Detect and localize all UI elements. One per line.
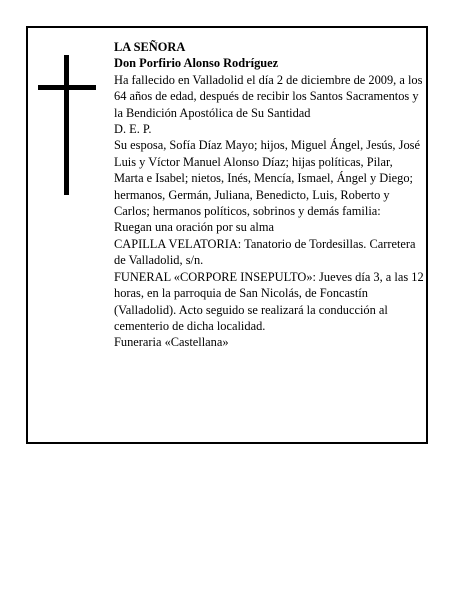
- cross-icon-bar: [38, 85, 96, 90]
- prayer-request: Ruegan una oración por su alma: [114, 220, 274, 235]
- notice-body: [114, 39, 424, 351]
- rip-text: D. E. P.: [114, 122, 152, 137]
- funeral-home: Funeraria «Castellana»: [114, 335, 229, 350]
- notice-heading: LA SEÑORA: [114, 40, 186, 54]
- death-statement: Ha fallecido en Valladolid el día 2 de diciembre de 2009, a los 64 años de edad, después de recibir los Santos Sacramentos y la Bendición Apostólica de Su Santidad: [114, 72, 423, 120]
- funeral-info: FUNERAL «CORPORE INSEPULTO»: Jueves día 3, a las 12 horas, en la parroquia de San Nicolás, de Foncastín (Valladolid). Acto seguido se realizará la conducción al cementerio de dicha localidad.: [114, 269, 424, 333]
- wake-info: CAPILLA VELATORIA: Tanatorio de Tordesillas. Carretera de Valladolid, s/n.: [114, 236, 416, 268]
- cross-icon: [64, 55, 69, 195]
- family-list: Su esposa, Sofía Díaz Mayo; hijos, Miguel Ángel, Jesús, José Luis y Víctor Manuel Alonso Díaz; hijas políticas, Pilar, Marta e Isabel; nietos, Inés, Mencía, Ismael, Ángel y Diego; hermanos, Germán, Juliana, Benedicto, Luis, Roberto y Carlos; hermanos políticos, sobrinos y demás familia:: [114, 138, 420, 219]
- deceased-name: Don Porfirio Alonso Rodríguez: [114, 56, 279, 71]
